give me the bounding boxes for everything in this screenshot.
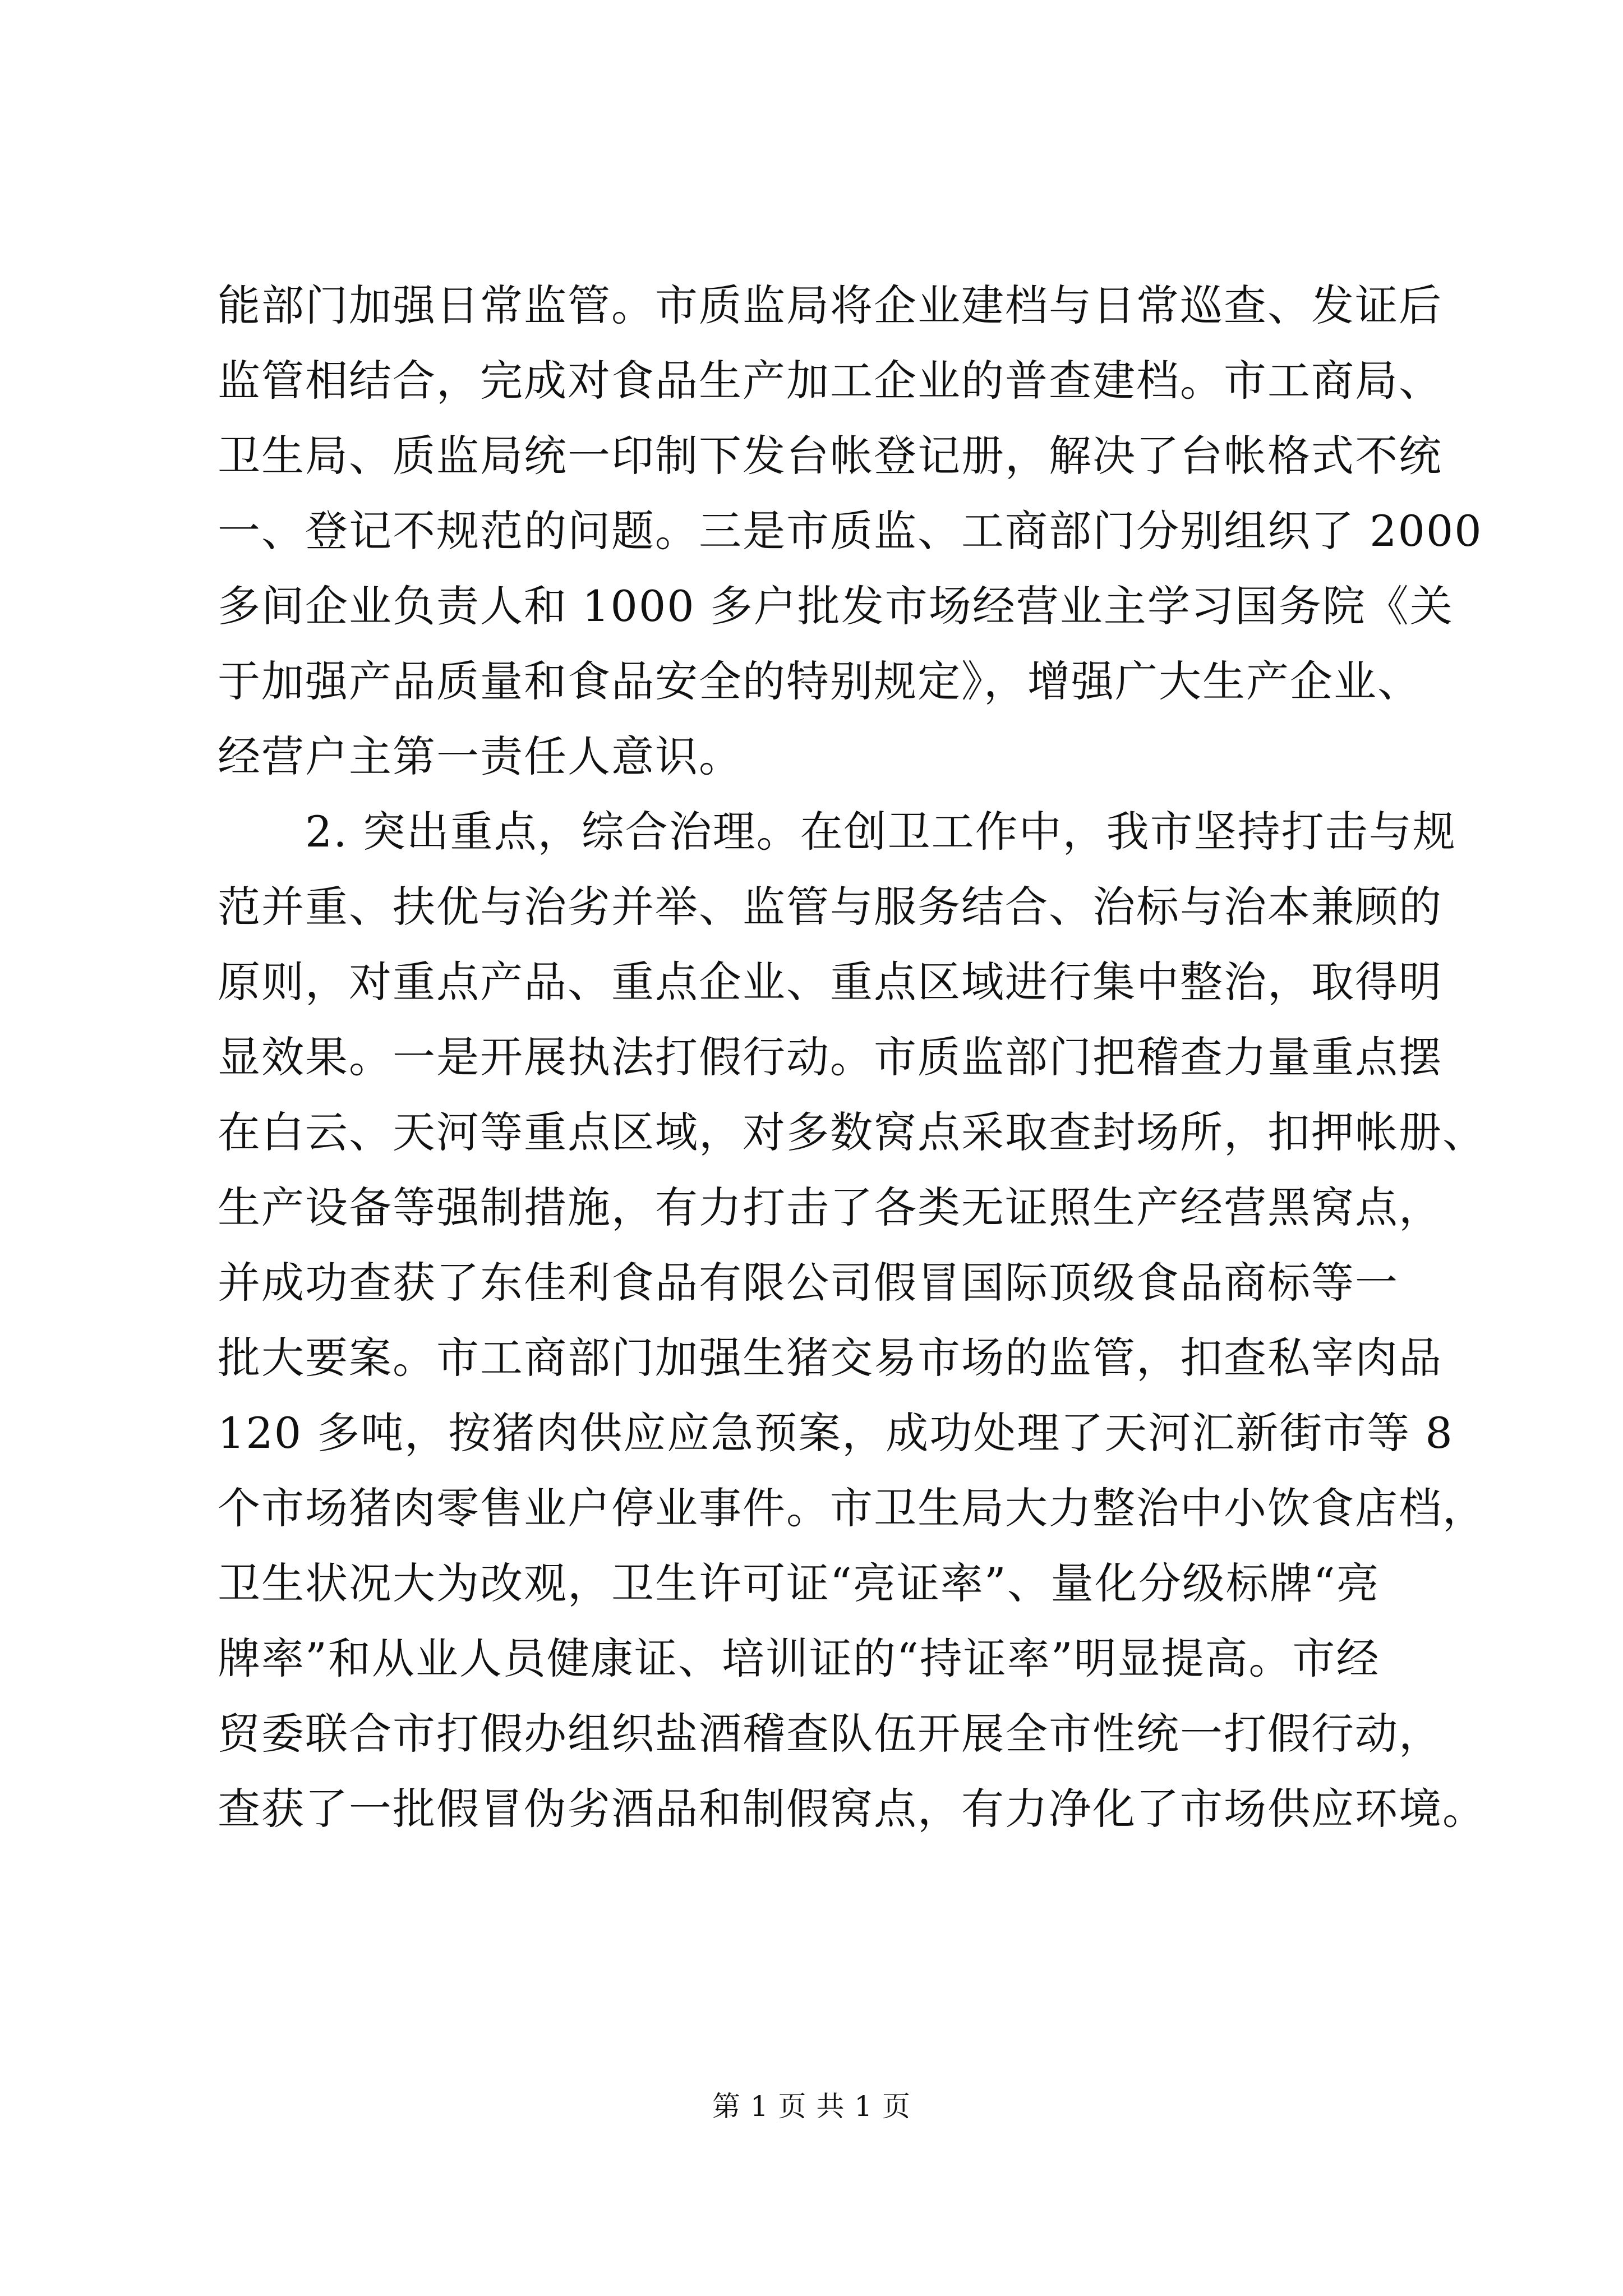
text-line: 并成功查获了东佳利食品有限公司假冒国际顶级食品商标等一 (218, 1258, 1399, 1308)
text-line: 经营户主第一责任人意识。 (218, 731, 743, 781)
text-line: 个市场猪肉零售业户停业事件。市卫生局大力整治中小饮食店档， (218, 1483, 1486, 1533)
text-line: 原则，对重点产品、重点企业、重点区域进行集中整治，取得明 (218, 957, 1442, 1007)
text-line: 显效果。一是开展执法打假行动。市质监部门把稽查力量重点摆 (218, 1032, 1442, 1082)
text-line: 能部门加强日常监管。市质监局将企业建档与日常巡查、发证后 (218, 280, 1442, 330)
text-line: 在白云、天河等重点区域，对多数窝点采取查封场所，扣押帐册、 (218, 1107, 1486, 1157)
text-line: 于加强产品质量和食品安全的特别规定》，增强广大生产企业、 (218, 656, 1421, 706)
text-line: 牌率”和从业人员健康证、培训证的“持证率”明显提高。市经 (218, 1634, 1380, 1683)
text-line: 监管相结合，完成对食品生产加工企业的普查建档。市工商局、 (218, 356, 1442, 406)
page-number-label: 第 1 页 共 1 页 (712, 2090, 911, 2123)
text-line: 卫生状况大为改观，卫生许可证“亮证率”、量化分级标牌“亮 (218, 1558, 1380, 1608)
text-line: 2. 突出重点，综合治理。在创卫工作中，我市坚持打击与规 (218, 807, 1456, 857)
text-line: 多间企业负责人和 1000 多户批发市场经营业主学习国务院《关 (218, 581, 1454, 631)
document-body (218, 268, 1486, 1847)
text-line: 一、登记不规范的问题。三是市质监、工商部门分别组织了 2000 (218, 506, 1483, 556)
text-line: 120 多吨，按猪肉供应应急预案，成功处理了天河汇新街市等 8 (218, 1408, 1454, 1458)
text-line: 范并重、扶优与治劣并举、监管与服务结合、治标与治本兼顾的 (218, 882, 1442, 932)
text-line: 查获了一批假冒伪劣酒品和制假窝点，有力净化了市场供应环境。 (218, 1784, 1486, 1834)
text-line: 贸委联合市打假办组织盐酒稽查队伍开展全市性统一打假行动， (218, 1709, 1442, 1759)
text-line: 生产设备等强制措施，有力打击了各类无证照生产经营黑窝点， (218, 1182, 1442, 1232)
page-footer (0, 2087, 1623, 2126)
text-line: 卫生局、质监局统一印制下发台帐登记册，解决了台帐格式不统 (218, 431, 1442, 481)
text-line: 批大要案。市工商部门加强生猪交易市场的监管，扣查私宰肉品 (218, 1333, 1442, 1383)
